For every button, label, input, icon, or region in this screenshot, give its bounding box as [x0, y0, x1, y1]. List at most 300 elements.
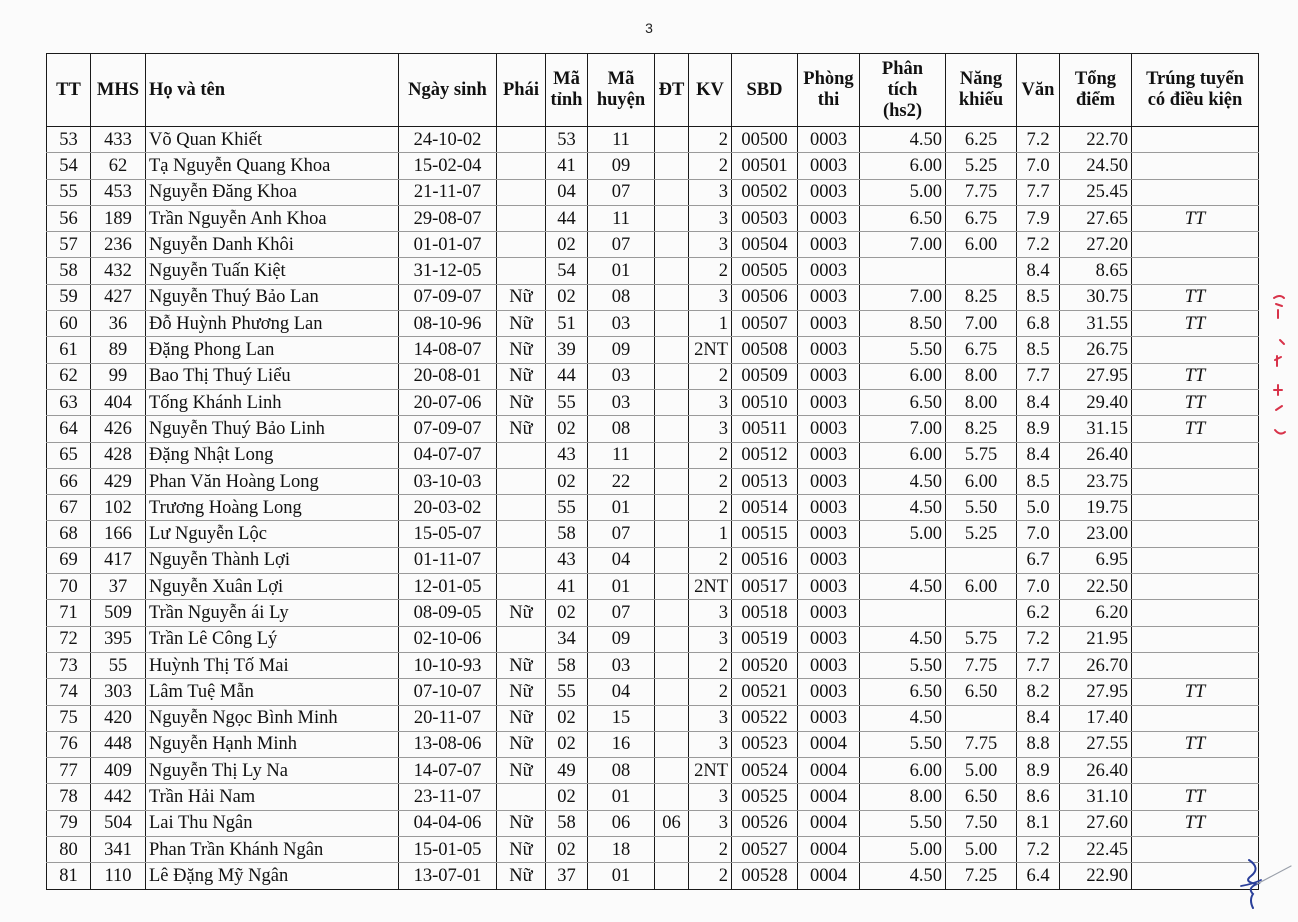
cell-tt: 79 [47, 810, 91, 836]
cell-name: Đặng Nhật Long [146, 442, 399, 468]
cell-sbd: 00501 [732, 153, 798, 179]
cell-total: 27.55 [1060, 731, 1132, 757]
cell-dob: 10-10-93 [399, 652, 497, 678]
cell-dob: 21-11-07 [399, 179, 497, 205]
cell-district: 18 [588, 837, 655, 863]
cell-dt [655, 127, 689, 153]
cell-district: 09 [588, 626, 655, 652]
cell-dob: 01-01-07 [399, 232, 497, 258]
cell-aptitude: 5.25 [946, 521, 1017, 547]
cell-total: 21.95 [1060, 626, 1132, 652]
cell-aptitude: 7.50 [946, 810, 1017, 836]
cell-province: 58 [546, 652, 588, 678]
cell-dob: 20-08-01 [399, 363, 497, 389]
cell-district: 07 [588, 232, 655, 258]
cell-kv: 3 [689, 179, 732, 205]
cell-tt: 73 [47, 652, 91, 678]
cell-kv: 2 [689, 127, 732, 153]
header-total-line1: Tổng [1074, 69, 1117, 89]
cell-total: 25.45 [1060, 179, 1132, 205]
cell-literature: 7.0 [1017, 574, 1060, 600]
cell-room: 0003 [798, 521, 860, 547]
cell-gender: Nữ [497, 731, 546, 757]
cell-kv: 2 [689, 863, 732, 889]
cell-room: 0003 [798, 284, 860, 310]
table-row [47, 205, 1259, 231]
header-district [588, 54, 655, 127]
cell-dob: 31-12-05 [399, 258, 497, 284]
cell-literature: 7.2 [1017, 127, 1060, 153]
cell-room: 0003 [798, 363, 860, 389]
table-row [47, 731, 1259, 757]
cell-dt [655, 705, 689, 731]
cell-analysis: 4.50 [860, 705, 946, 731]
table-row [47, 863, 1259, 889]
header-province [546, 54, 588, 127]
cell-name: Nguyễn Đăng Khoa [146, 179, 399, 205]
cell-district: 08 [588, 758, 655, 784]
cell-dob: 15-01-05 [399, 837, 497, 863]
cell-mhs: 433 [91, 127, 146, 153]
cell-literature: 6.2 [1017, 600, 1060, 626]
cell-literature: 7.9 [1017, 205, 1060, 231]
cell-province: 02 [546, 837, 588, 863]
cell-kv: 3 [689, 600, 732, 626]
cell-sbd: 00500 [732, 127, 798, 153]
cell-mhs: 448 [91, 731, 146, 757]
cell-name: Võ Quan Khiết [146, 127, 399, 153]
cell-mhs: 427 [91, 284, 146, 310]
cell-admitted: TT [1132, 311, 1259, 337]
cell-province: 49 [546, 758, 588, 784]
red-seal-stamp-icon [1268, 290, 1288, 450]
cell-dt [655, 153, 689, 179]
cell-sbd: 00517 [732, 574, 798, 600]
cell-tt: 72 [47, 626, 91, 652]
cell-kv: 2 [689, 442, 732, 468]
cell-mhs: 189 [91, 205, 146, 231]
cell-gender: Nữ [497, 863, 546, 889]
cell-province: 53 [546, 127, 588, 153]
table-row [47, 837, 1259, 863]
cell-total: 22.90 [1060, 863, 1132, 889]
table-row [47, 521, 1259, 547]
cell-mhs: 432 [91, 258, 146, 284]
cell-tt: 53 [47, 127, 91, 153]
cell-kv: 3 [689, 731, 732, 757]
cell-mhs: 504 [91, 810, 146, 836]
cell-province: 55 [546, 679, 588, 705]
cell-literature: 7.2 [1017, 232, 1060, 258]
cell-gender [497, 521, 546, 547]
cell-dob: 04-04-06 [399, 810, 497, 836]
cell-aptitude: 6.75 [946, 205, 1017, 231]
cell-dt [655, 363, 689, 389]
cell-analysis [860, 600, 946, 626]
cell-tt: 78 [47, 784, 91, 810]
cell-sbd: 00523 [732, 731, 798, 757]
cell-analysis: 5.00 [860, 837, 946, 863]
cell-room: 0003 [798, 705, 860, 731]
cell-name: Nguyễn Thuý Bảo Lan [146, 284, 399, 310]
cell-admitted: TT [1132, 389, 1259, 415]
cell-province: 34 [546, 626, 588, 652]
header-dt: ĐT [655, 54, 689, 127]
cell-kv: 3 [689, 284, 732, 310]
cell-dob: 20-11-07 [399, 705, 497, 731]
cell-room: 0003 [798, 495, 860, 521]
cell-kv: 2NT [689, 337, 732, 363]
cell-room: 0003 [798, 205, 860, 231]
cell-dob: 23-11-07 [399, 784, 497, 810]
cell-room: 0003 [798, 416, 860, 442]
cell-total: 22.50 [1060, 574, 1132, 600]
cell-name: Nguyễn Xuân Lợi [146, 574, 399, 600]
cell-tt: 80 [47, 837, 91, 863]
table-body [47, 127, 1259, 890]
cell-province: 02 [546, 784, 588, 810]
cell-literature: 7.7 [1017, 652, 1060, 678]
cell-analysis: 7.00 [860, 284, 946, 310]
header-aptitude-line2: khiếu [958, 90, 1004, 110]
cell-room: 0004 [798, 784, 860, 810]
cell-district: 01 [588, 784, 655, 810]
cell-sbd: 00522 [732, 705, 798, 731]
cell-analysis: 6.50 [860, 205, 946, 231]
cell-admitted [1132, 705, 1259, 731]
cell-total: 26.75 [1060, 337, 1132, 363]
cell-sbd: 00521 [732, 679, 798, 705]
cell-tt: 59 [47, 284, 91, 310]
cell-kv: 2 [689, 652, 732, 678]
cell-gender [497, 784, 546, 810]
cell-sbd: 00527 [732, 837, 798, 863]
cell-mhs: 55 [91, 652, 146, 678]
cell-mhs: 99 [91, 363, 146, 389]
cell-room: 0003 [798, 337, 860, 363]
cell-total: 27.95 [1060, 679, 1132, 705]
cell-sbd: 00525 [732, 784, 798, 810]
cell-province: 02 [546, 284, 588, 310]
cell-district: 01 [588, 258, 655, 284]
header-district-line2: huyện [596, 90, 646, 110]
cell-dob: 08-10-96 [399, 311, 497, 337]
cell-mhs: 417 [91, 547, 146, 573]
cell-total: 27.65 [1060, 205, 1132, 231]
results-table [46, 53, 1259, 890]
cell-total: 27.95 [1060, 363, 1132, 389]
cell-dt [655, 837, 689, 863]
cell-kv: 2NT [689, 574, 732, 600]
table-row [47, 784, 1259, 810]
cell-province: 44 [546, 205, 588, 231]
cell-district: 03 [588, 389, 655, 415]
cell-sbd: 00528 [732, 863, 798, 889]
cell-total: 22.45 [1060, 837, 1132, 863]
cell-dt [655, 626, 689, 652]
table-row [47, 416, 1259, 442]
cell-analysis: 4.50 [860, 468, 946, 494]
header-sbd: SBD [732, 54, 798, 127]
cell-gender [497, 127, 546, 153]
cell-analysis: 6.50 [860, 679, 946, 705]
cell-district: 03 [588, 363, 655, 389]
cell-district: 11 [588, 205, 655, 231]
cell-gender [497, 468, 546, 494]
cell-room: 0004 [798, 863, 860, 889]
cell-admitted [1132, 626, 1259, 652]
header-district-line1: Mã [607, 69, 635, 89]
cell-gender [497, 547, 546, 573]
table-row [47, 389, 1259, 415]
cell-sbd: 00506 [732, 284, 798, 310]
cell-name: Phan Văn Hoàng Long [146, 468, 399, 494]
cell-admitted [1132, 179, 1259, 205]
cell-province: 02 [546, 468, 588, 494]
cell-admitted [1132, 495, 1259, 521]
cell-analysis: 6.00 [860, 442, 946, 468]
cell-gender: Nữ [497, 284, 546, 310]
cell-name: Nguyễn Thành Lợi [146, 547, 399, 573]
cell-name: Lê Đặng Mỹ Ngân [146, 863, 399, 889]
header-admitted-line1: Trúng tuyển [1146, 69, 1244, 89]
cell-analysis: 8.50 [860, 311, 946, 337]
table-row [47, 363, 1259, 389]
cell-total: 6.20 [1060, 600, 1132, 626]
cell-tt: 70 [47, 574, 91, 600]
cell-name: Huỳnh Thị Tố Mai [146, 652, 399, 678]
cell-sbd: 00510 [732, 389, 798, 415]
cell-kv: 2 [689, 468, 732, 494]
cell-mhs: 442 [91, 784, 146, 810]
cell-district: 11 [588, 127, 655, 153]
cell-name: Lư Nguyễn Lộc [146, 521, 399, 547]
cell-literature: 7.2 [1017, 837, 1060, 863]
cell-name: Nguyễn Hạnh Minh [146, 731, 399, 757]
cell-name: Tống Khánh Linh [146, 389, 399, 415]
cell-dob: 13-08-06 [399, 731, 497, 757]
cell-dob: 01-11-07 [399, 547, 497, 573]
cell-mhs: 428 [91, 442, 146, 468]
table-row [47, 600, 1259, 626]
cell-dob: 12-01-05 [399, 574, 497, 600]
cell-dt [655, 547, 689, 573]
cell-tt: 62 [47, 363, 91, 389]
table-row [47, 574, 1259, 600]
cell-gender: Nữ [497, 705, 546, 731]
cell-kv: 1 [689, 311, 732, 337]
cell-name: Trần Nguyễn ái Ly [146, 600, 399, 626]
header-aptitude [946, 54, 1017, 127]
cell-admitted: TT [1132, 416, 1259, 442]
cell-gender [497, 442, 546, 468]
header-analysis-line1: Phân [881, 58, 924, 79]
cell-gender [497, 179, 546, 205]
header-admitted-line2: có điều kiện [1147, 90, 1243, 110]
cell-admitted [1132, 547, 1259, 573]
cell-admitted: TT [1132, 731, 1259, 757]
cell-mhs: 303 [91, 679, 146, 705]
cell-gender [497, 205, 546, 231]
cell-gender: Nữ [497, 363, 546, 389]
cell-analysis: 4.50 [860, 863, 946, 889]
cell-district: 04 [588, 679, 655, 705]
cell-mhs: 404 [91, 389, 146, 415]
cell-tt: 67 [47, 495, 91, 521]
cell-room: 0003 [798, 389, 860, 415]
cell-admitted [1132, 153, 1259, 179]
cell-total: 23.75 [1060, 468, 1132, 494]
cell-gender: Nữ [497, 837, 546, 863]
cell-analysis: 4.50 [860, 127, 946, 153]
cell-gender [497, 258, 546, 284]
table-row [47, 284, 1259, 310]
header-mhs: MHS [91, 54, 146, 127]
cell-sbd: 00514 [732, 495, 798, 521]
cell-total: 22.70 [1060, 127, 1132, 153]
cell-aptitude: 5.50 [946, 495, 1017, 521]
cell-tt: 77 [47, 758, 91, 784]
cell-admitted: TT [1132, 205, 1259, 231]
cell-dt [655, 495, 689, 521]
cell-tt: 60 [47, 311, 91, 337]
cell-total: 31.10 [1060, 784, 1132, 810]
cell-tt: 74 [47, 679, 91, 705]
table-row [47, 442, 1259, 468]
cell-dt [655, 416, 689, 442]
cell-admitted [1132, 232, 1259, 258]
cell-literature: 8.1 [1017, 810, 1060, 836]
cell-province: 41 [546, 153, 588, 179]
cell-dt [655, 258, 689, 284]
cell-literature: 6.8 [1017, 311, 1060, 337]
cell-sbd: 00518 [732, 600, 798, 626]
cell-total: 26.40 [1060, 758, 1132, 784]
cell-gender [497, 495, 546, 521]
cell-dob: 07-09-07 [399, 416, 497, 442]
cell-dob: 04-07-07 [399, 442, 497, 468]
table-row [47, 337, 1259, 363]
header-analysis-line2: tích [887, 79, 918, 100]
cell-kv: 2 [689, 495, 732, 521]
cell-aptitude: 5.75 [946, 442, 1017, 468]
table-row [47, 758, 1259, 784]
cell-mhs: 89 [91, 337, 146, 363]
cell-analysis: 5.00 [860, 179, 946, 205]
cell-dt [655, 468, 689, 494]
cell-analysis: 4.50 [860, 626, 946, 652]
cell-room: 0003 [798, 600, 860, 626]
cell-dt [655, 731, 689, 757]
cell-total: 29.40 [1060, 389, 1132, 415]
cell-aptitude [946, 547, 1017, 573]
cell-analysis: 7.00 [860, 232, 946, 258]
cell-analysis: 5.50 [860, 652, 946, 678]
cell-analysis: 6.00 [860, 153, 946, 179]
cell-aptitude: 8.00 [946, 389, 1017, 415]
cell-literature: 8.4 [1017, 389, 1060, 415]
cell-tt: 55 [47, 179, 91, 205]
cell-total: 27.20 [1060, 232, 1132, 258]
header-kv: KV [689, 54, 732, 127]
header-room-line2: thi [817, 90, 840, 110]
cell-name: Lâm Tuệ Mẫn [146, 679, 399, 705]
cell-tt: 54 [47, 153, 91, 179]
cell-aptitude: 6.00 [946, 468, 1017, 494]
cell-literature: 8.5 [1017, 337, 1060, 363]
cell-tt: 58 [47, 258, 91, 284]
cell-province: 41 [546, 574, 588, 600]
cell-room: 0003 [798, 679, 860, 705]
cell-sbd: 00503 [732, 205, 798, 231]
cell-room: 0004 [798, 810, 860, 836]
cell-room: 0004 [798, 731, 860, 757]
cell-room: 0003 [798, 574, 860, 600]
cell-tt: 66 [47, 468, 91, 494]
cell-analysis [860, 258, 946, 284]
cell-district: 04 [588, 547, 655, 573]
cell-analysis: 6.50 [860, 389, 946, 415]
cell-dob: 15-05-07 [399, 521, 497, 547]
cell-gender: Nữ [497, 389, 546, 415]
cell-room: 0003 [798, 311, 860, 337]
cell-dob: 13-07-01 [399, 863, 497, 889]
cell-admitted [1132, 600, 1259, 626]
cell-province: 43 [546, 442, 588, 468]
cell-literature: 8.2 [1017, 679, 1060, 705]
cell-district: 07 [588, 600, 655, 626]
cell-district: 11 [588, 442, 655, 468]
cell-gender: Nữ [497, 416, 546, 442]
cell-tt: 56 [47, 205, 91, 231]
cell-tt: 75 [47, 705, 91, 731]
cell-province: 04 [546, 179, 588, 205]
cell-gender [497, 574, 546, 600]
cell-dt [655, 442, 689, 468]
cell-mhs: 429 [91, 468, 146, 494]
cell-aptitude: 5.00 [946, 837, 1017, 863]
table-row [47, 495, 1259, 521]
cell-analysis [860, 547, 946, 573]
cell-dt [655, 758, 689, 784]
header-total-line2: điểm [1075, 90, 1116, 110]
cell-total: 6.95 [1060, 547, 1132, 573]
cell-gender: Nữ [497, 758, 546, 784]
header-row [47, 54, 1259, 127]
cell-aptitude: 6.00 [946, 574, 1017, 600]
cell-dob: 07-09-07 [399, 284, 497, 310]
cell-aptitude: 8.25 [946, 416, 1017, 442]
cell-province: 58 [546, 810, 588, 836]
cell-name: Nguyễn Thuý Bảo Linh [146, 416, 399, 442]
cell-province: 54 [546, 258, 588, 284]
cell-district: 06 [588, 810, 655, 836]
cell-dob: 15-02-04 [399, 153, 497, 179]
table-row [47, 179, 1259, 205]
table-row [47, 626, 1259, 652]
cell-total: 31.55 [1060, 311, 1132, 337]
cell-sbd: 00509 [732, 363, 798, 389]
cell-sbd: 00512 [732, 442, 798, 468]
cell-dob: 20-07-06 [399, 389, 497, 415]
cell-name: Đỗ Huỳnh Phương Lan [146, 311, 399, 337]
cell-district: 08 [588, 284, 655, 310]
cell-kv: 3 [689, 810, 732, 836]
cell-dt [655, 600, 689, 626]
cell-mhs: 37 [91, 574, 146, 600]
cell-tt: 81 [47, 863, 91, 889]
cell-kv: 2NT [689, 758, 732, 784]
